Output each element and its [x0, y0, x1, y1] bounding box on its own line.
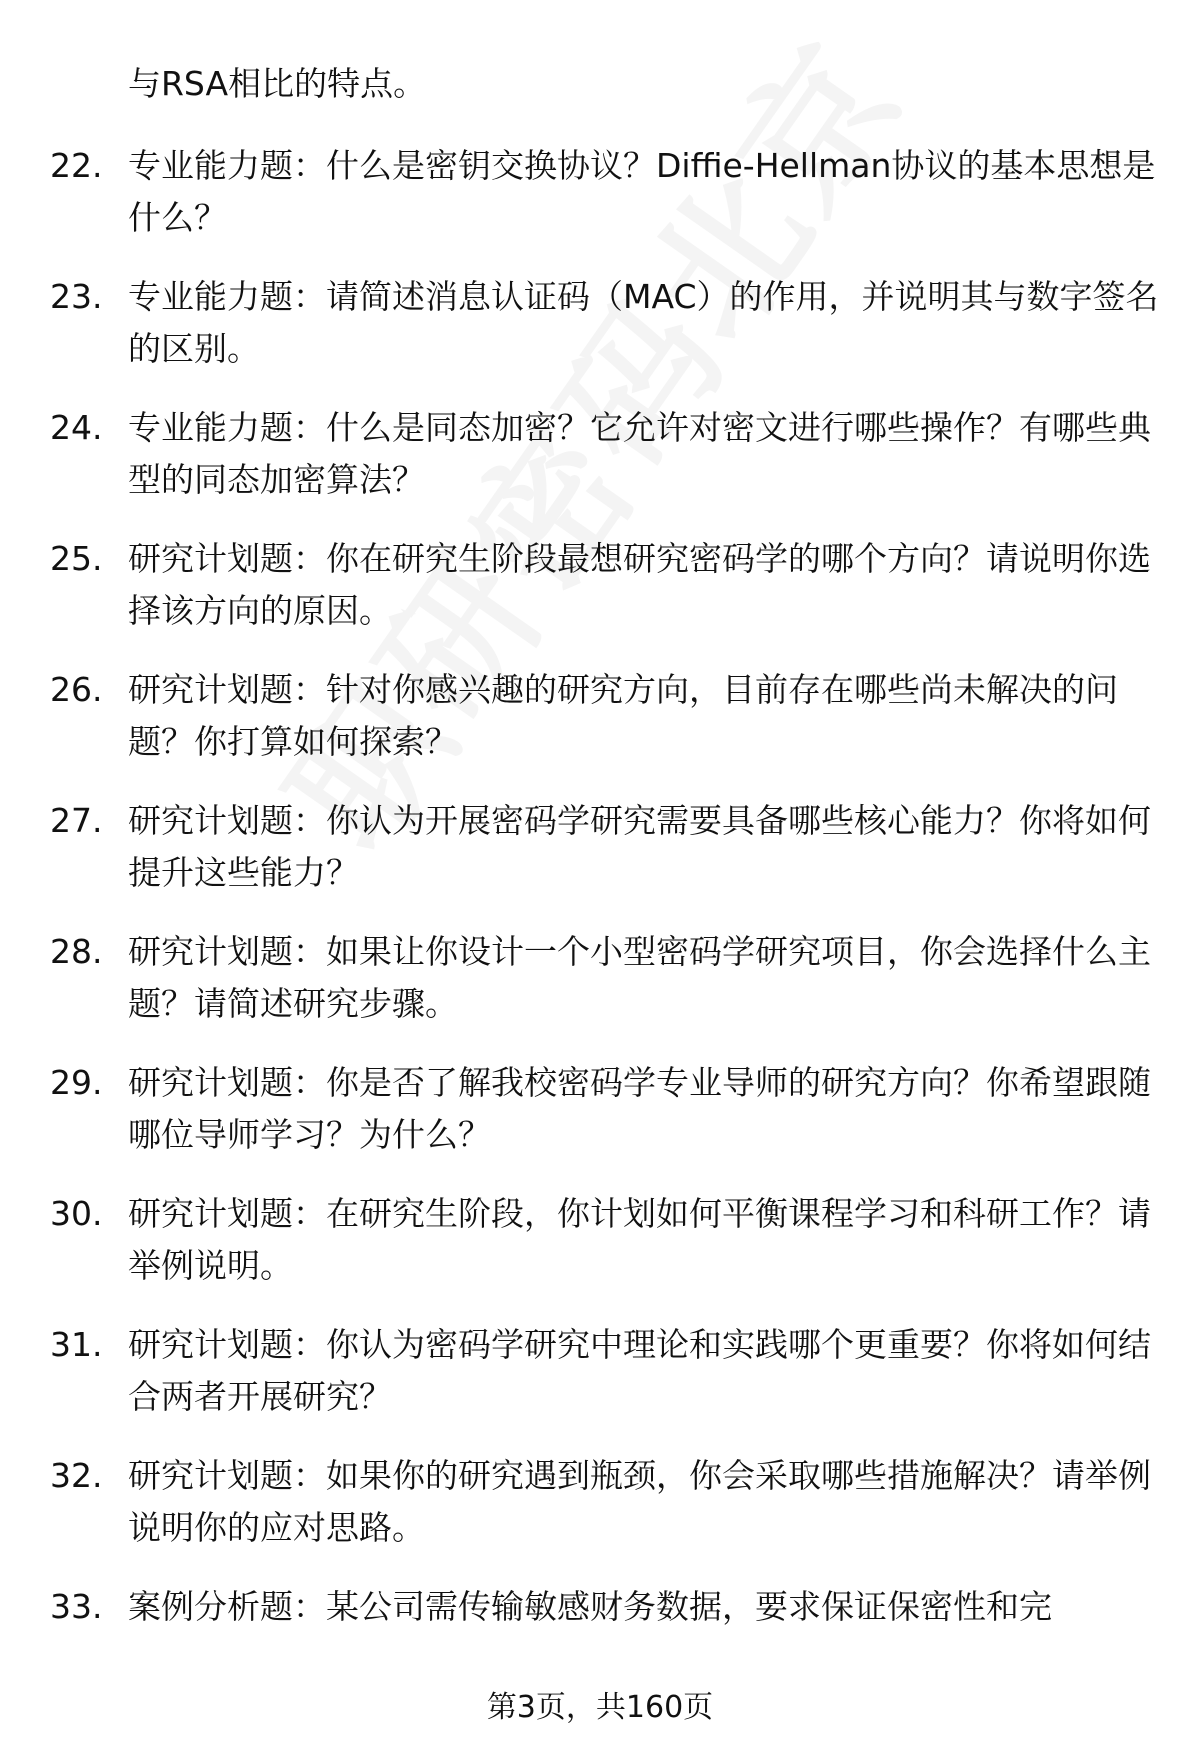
question-item	[50, 795, 1160, 926]
question-text: 专业能力题：什么是密钥交换协议？Diffie-Hellman协议的基本思想是什么？	[128, 146, 1156, 237]
question-item	[50, 533, 1160, 664]
question-number: 29.	[50, 1063, 103, 1102]
question-text: 研究计划题：你在研究生阶段最想研究密码学的哪个方向？请说明你选择该方向的原因。	[128, 539, 1151, 630]
question-number: 26.	[50, 670, 103, 709]
question-text: 专业能力题：什么是同态加密？它允许对密文进行哪些操作？有哪些典型的同态加密算法？	[128, 408, 1151, 499]
question-text: 研究计划题：你认为开展密码学研究需要具备哪些核心能力？你将如何提升这些能力？	[128, 801, 1151, 892]
question-item	[50, 664, 1160, 795]
question-text: 研究计划题：如果你的研究遇到瓶颈，你会采取哪些措施解决？请举例说明你的应对思路。	[128, 1456, 1151, 1547]
question-item	[50, 140, 1160, 271]
question-text: 研究计划题：针对你感兴趣的研究方向，目前存在哪些尚未解决的问题？你打算如何探索？	[128, 670, 1118, 761]
question-item	[50, 926, 1160, 1057]
question-list	[50, 140, 1160, 1712]
question-text: 研究计划题：你是否了解我校密码学专业导师的研究方向？你希望跟随哪位导师学习？为什么？	[128, 1063, 1151, 1154]
question-number: 28.	[50, 932, 103, 971]
question-number: 23.	[50, 277, 103, 316]
page-footer: 第3页，共160页	[486, 1690, 714, 1725]
question-number: 22.	[50, 146, 103, 185]
question-number: 27.	[50, 801, 103, 840]
question-item	[50, 1450, 1160, 1581]
question-text: 专业能力题：请简述消息认证码（MAC）的作用，并说明其与数字签名的区别。	[128, 277, 1159, 368]
question-number: 25.	[50, 539, 103, 578]
question-item	[50, 1188, 1160, 1319]
question-text: 研究计划题：你认为密码学研究中理论和实践哪个更重要？你将如何结合两者开展研究？	[128, 1325, 1151, 1416]
question-text: 研究计划题：如果让你设计一个小型密码学研究项目，你会选择什么主题？请简述研究步骤。	[128, 932, 1151, 1023]
question-number: 33.	[50, 1587, 103, 1626]
question-item	[50, 402, 1160, 533]
question-item	[50, 1319, 1160, 1450]
question-text: 案例分析题：某公司需传输敏感财务数据，要求保证保密性和完	[128, 1587, 1052, 1626]
question-item	[50, 271, 1160, 402]
continuation-text: 与RSA相比的特点。	[128, 64, 427, 103]
question-number: 31.	[50, 1325, 103, 1364]
question-text: 研究计划题：在研究生阶段，你计划如何平衡课程学习和科研工作？请举例说明。	[128, 1194, 1151, 1285]
question-item	[50, 1057, 1160, 1188]
question-number: 32.	[50, 1456, 103, 1495]
question-number: 30.	[50, 1194, 103, 1233]
question-number: 24.	[50, 408, 103, 447]
